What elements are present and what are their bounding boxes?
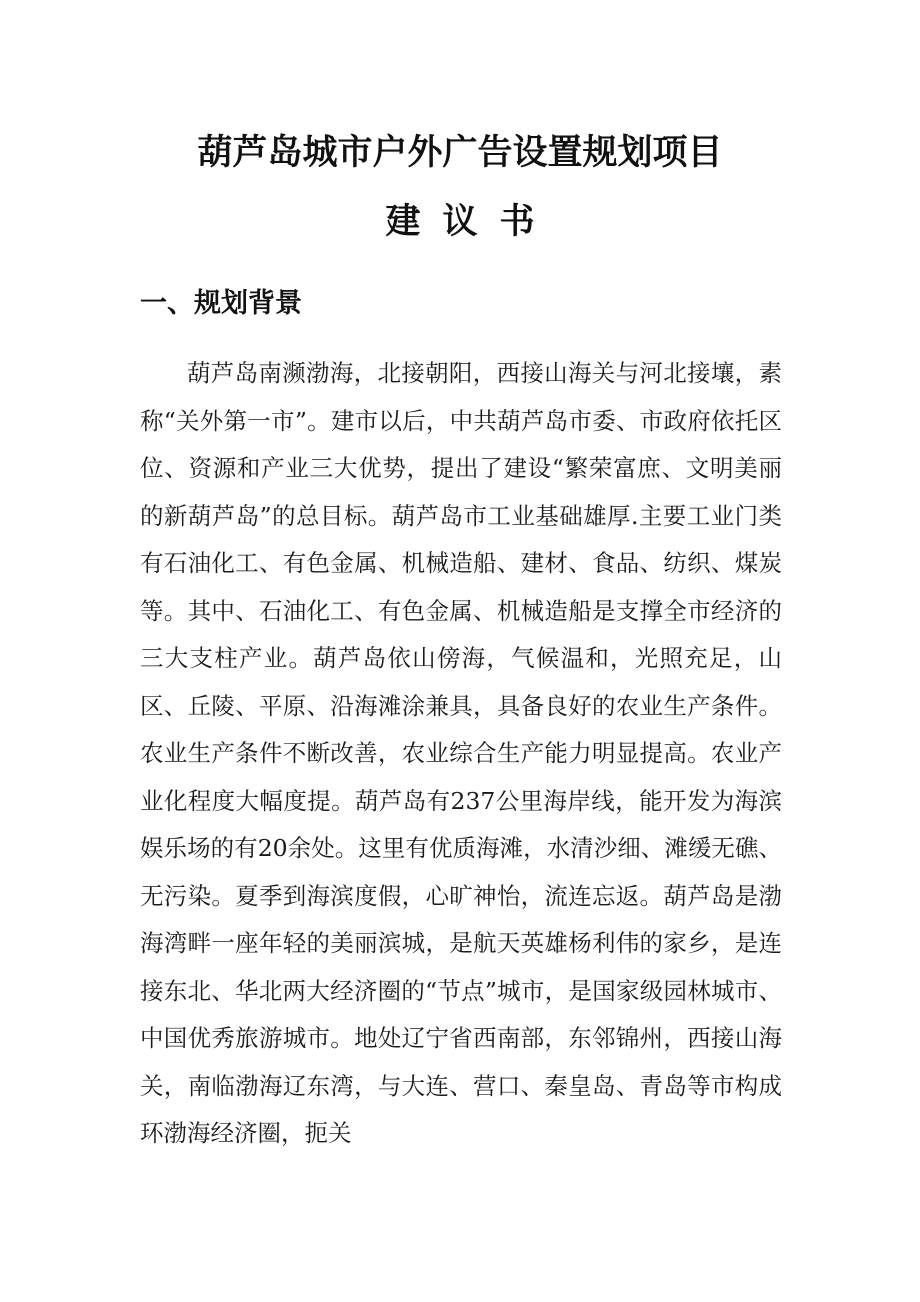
- section-heading-background: 一、规划背景: [140, 288, 302, 319]
- document-subtitle: 建议书: [385, 202, 557, 242]
- document-title: 葫芦岛城市户外广告设置规划项目: [197, 133, 723, 173]
- section-paragraph: 葫芦岛南濒渤海，北接朝阳，西接山海关与河北接壤，素称“关外第一市”。建市以后，中共葫芦岛市委、市政府依托区位、资源和产业三大优势，提出了建设“繁荣富庶、文明美丽的新葫芦岛”的总目标。葫芦岛市工业基础雄厚.主要工业门类有石油化工、有色金属、机械造船、建材、食品、纺织、煤炭等。其中、石油化工、有色金属、机械造船是支撑全市经济的三大支柱产业。葫芦岛依山傍海，气候温和，光照充足，山区、丘陵、平原、沿海滩涂兼具，具备良好的农业生产条件。农业生产条件不断改善，农业综合生产能力明显提高。农业产业化程度大幅度提。葫芦岛有237公里海岸线，能开发为海滨娱乐场的有20余处。这里有优质海滩，水清沙细、滩缓无礁、无污染。夏季到海滨度假，心旷神怡，流连忘返。葫芦岛是渤海湾畔一座年轻的美丽滨城，是航天英雄杨利伟的家乡，是连接东北、华北两大经济圈的“节点”城市，是国家级园林城市、中国优秀旅游城市。地处辽宁省西南部，东邻锦州，西接山海关，南临渤海辽东湾，与大连、营口、秦皇岛、青岛等市构成环渤海经济圈，扼关: [140, 359, 782, 1147]
